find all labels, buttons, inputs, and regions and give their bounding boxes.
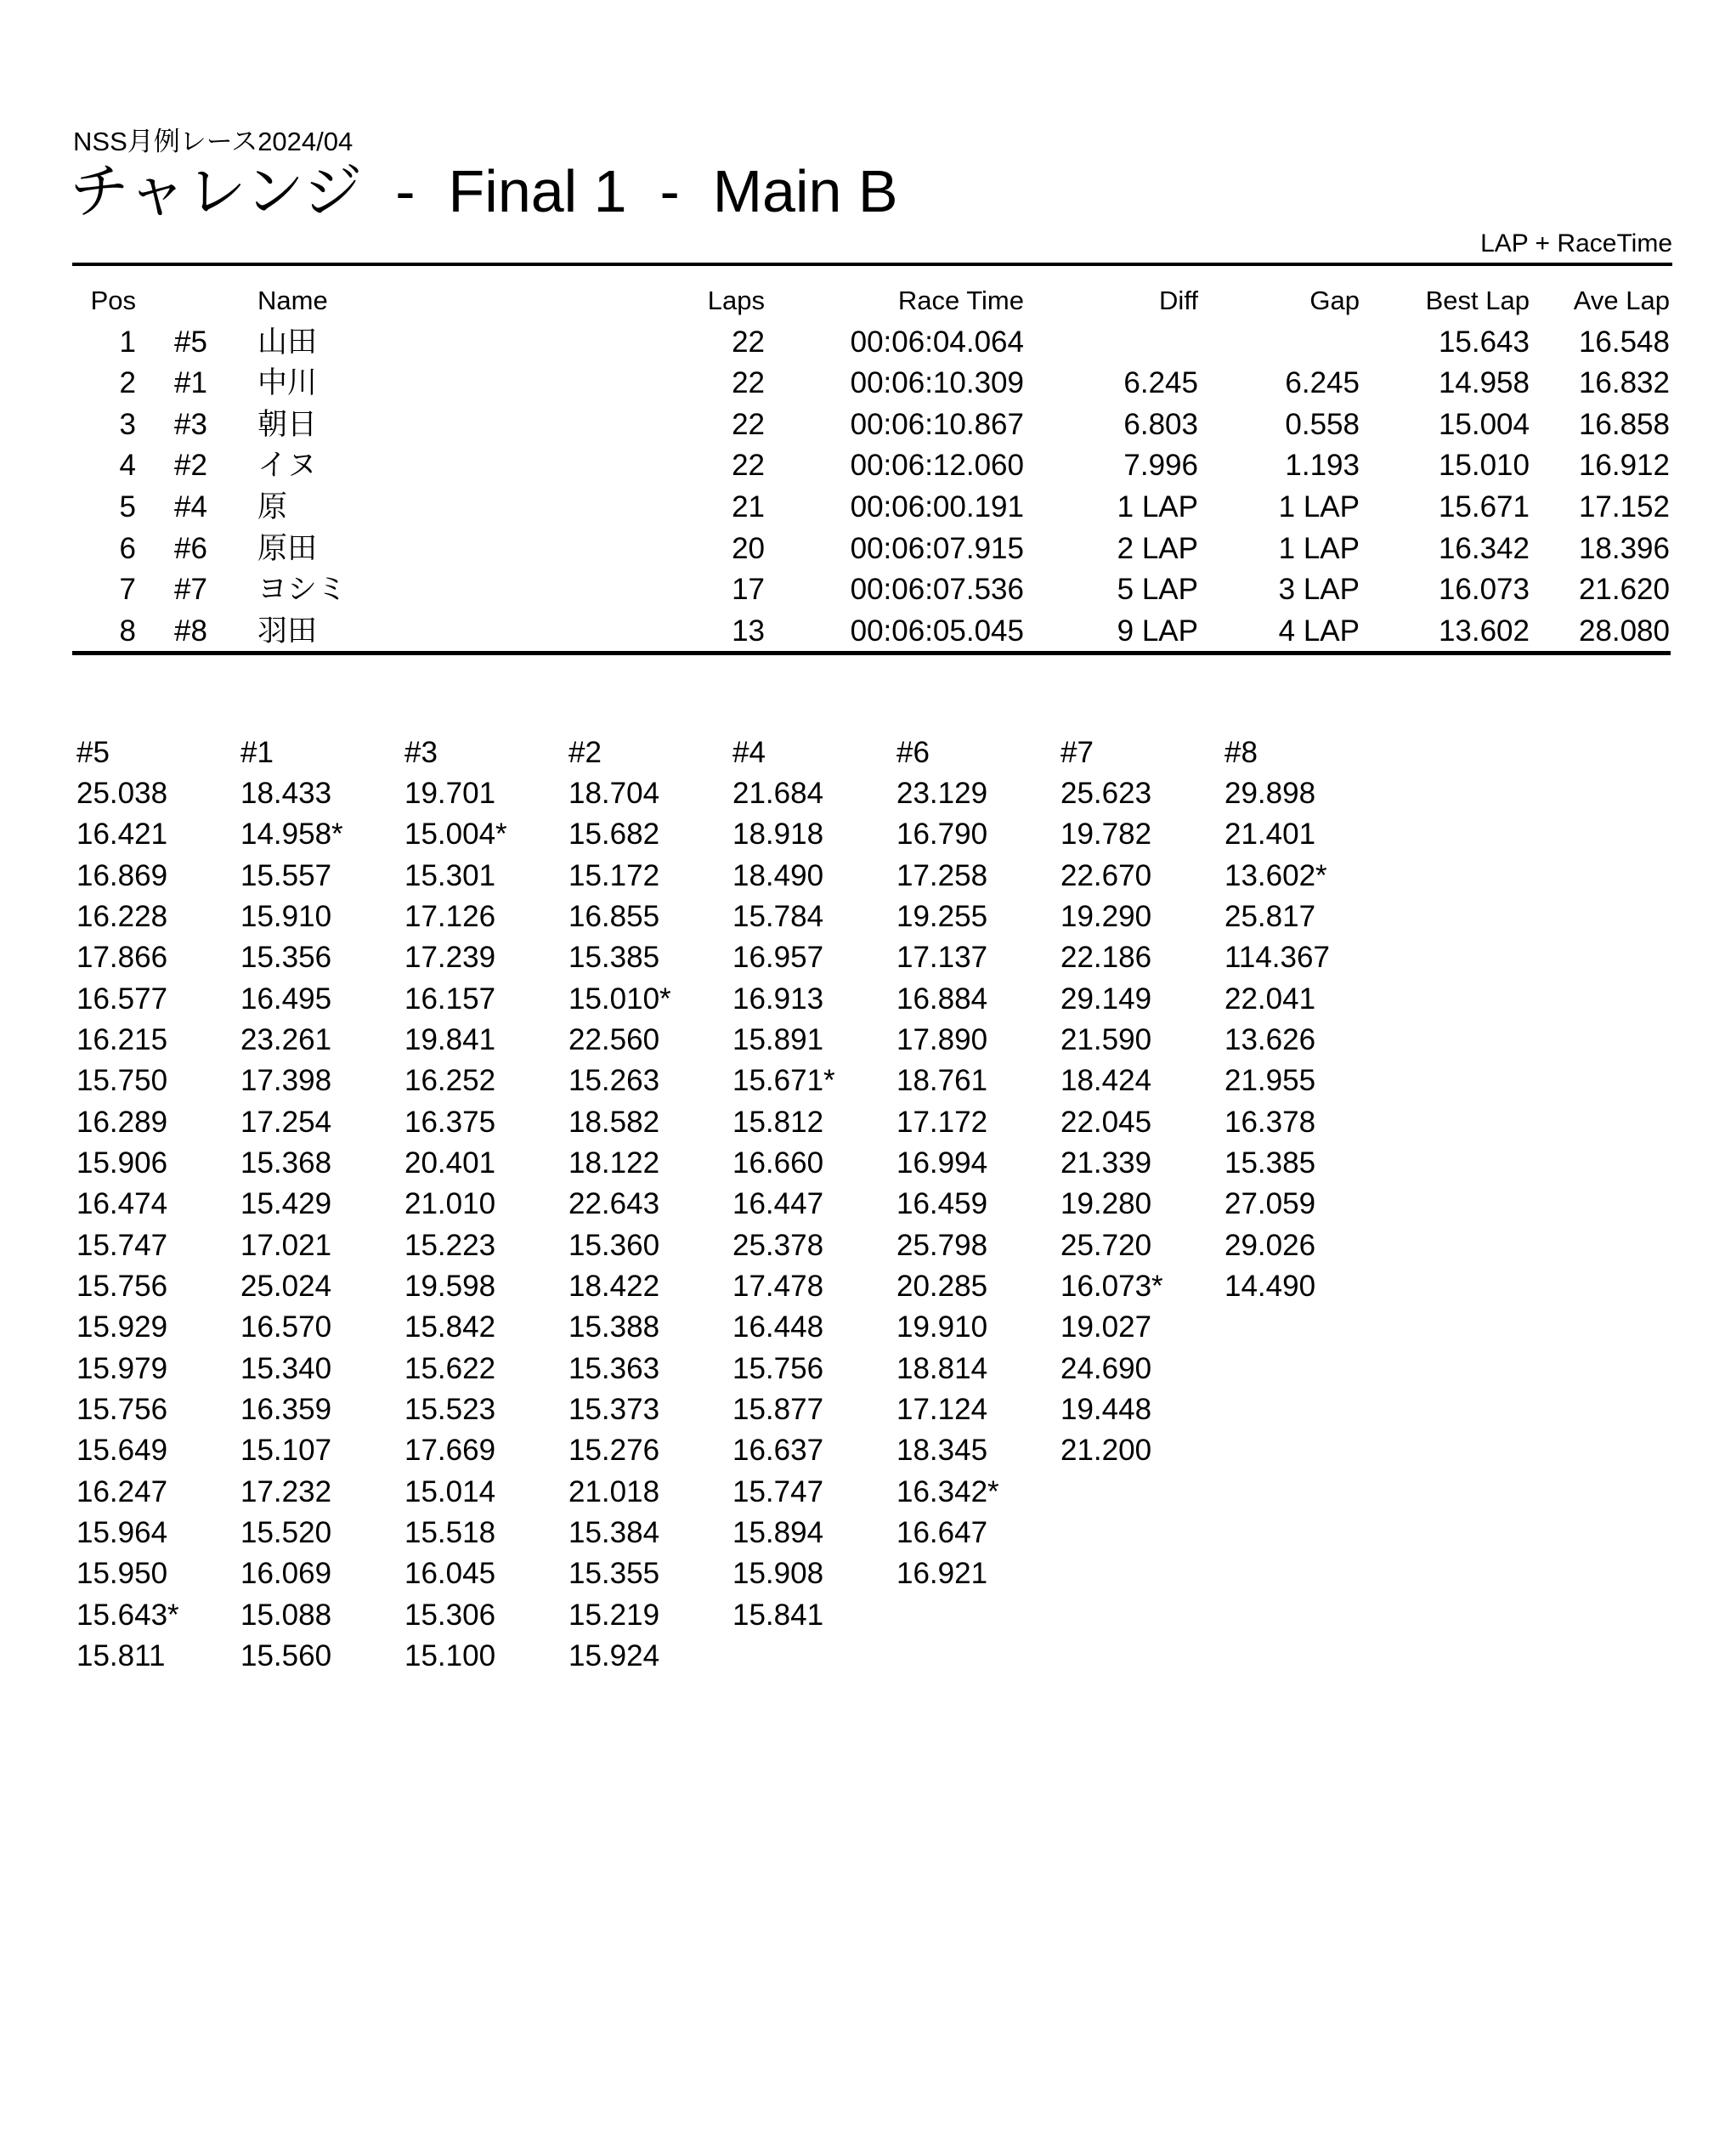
lap-column-header: #6: [896, 736, 930, 769]
lap-time: 18.490: [732, 858, 824, 892]
lap-time: 19.290: [1060, 899, 1152, 933]
lap-time: 19.598: [404, 1269, 496, 1303]
lap-time: 17.258: [896, 858, 988, 892]
result-cell-best-lap: 15.643: [1438, 325, 1530, 359]
result-row: [0, 322, 1725, 364]
lap-time: 15.384: [568, 1515, 660, 1549]
lap-time: 16.647: [896, 1515, 988, 1549]
result-cell-name: 中川: [257, 366, 318, 400]
result-row: [0, 569, 1725, 611]
lap-column-header: #3: [404, 736, 438, 769]
lap-time: 15.747: [76, 1228, 168, 1262]
lap-time: 17.021: [240, 1228, 332, 1262]
lap-time: 15.518: [404, 1515, 496, 1549]
lap-time: 19.841: [404, 1022, 496, 1056]
lap-time: 15.929: [76, 1310, 168, 1344]
lap-column-7: [1060, 733, 1222, 1472]
lap-time: 19.448: [1060, 1392, 1152, 1426]
result-cell-ave-lap: 17.152: [1578, 489, 1670, 523]
lap-time: 15.560: [240, 1638, 332, 1672]
lap-time: 16.474: [76, 1187, 168, 1221]
lap-time: 21.339: [1060, 1146, 1152, 1180]
lap-time: 17.124: [896, 1392, 988, 1426]
result-cell-name: 羽田: [257, 614, 318, 648]
result-cell-ave-lap: 16.912: [1578, 449, 1670, 483]
lap-time: 15.263: [568, 1064, 660, 1098]
lap-time: 15.520: [240, 1515, 332, 1549]
lap-time: 22.186: [1060, 941, 1152, 975]
lap-time: 16.342*: [896, 1474, 999, 1508]
lap-time: 16.252: [404, 1064, 496, 1098]
lap-time: 25.798: [896, 1228, 988, 1262]
lap-column-header: #8: [1224, 736, 1258, 769]
lap-time: 16.495: [240, 982, 332, 1016]
result-cell-ave-lap: 16.832: [1578, 366, 1670, 400]
lap-time: 15.812: [732, 1105, 824, 1139]
result-cell-laps: 22: [732, 366, 765, 400]
lap-time: 114.367: [1224, 941, 1330, 975]
result-cell-pos: 2: [119, 366, 136, 400]
lap-time: 25.817: [1224, 899, 1316, 933]
lap-time: 16.228: [76, 899, 168, 933]
result-cell-race-time: 00:06:07.915: [850, 531, 1024, 565]
lap-time: 21.684: [732, 777, 824, 810]
lap-time: 15.891: [732, 1022, 824, 1056]
result-cell-pos: 7: [119, 573, 136, 607]
lap-time: 17.890: [896, 1022, 988, 1056]
lap-time: 15.671*: [732, 1064, 835, 1098]
lap-time: 19.027: [1060, 1310, 1152, 1344]
result-cell-best-lap: 16.342: [1438, 531, 1530, 565]
result-cell-car: #2: [174, 449, 207, 483]
result-cell-gap: 1 LAP: [1278, 489, 1360, 523]
result-cell-car: #6: [174, 531, 207, 565]
lap-column-header: #7: [1060, 736, 1094, 769]
result-cell-race-time: 00:06:00.191: [850, 489, 1024, 523]
lap-column-8: [1224, 733, 1386, 1307]
lap-time: 16.660: [732, 1146, 824, 1180]
lap-time: 16.869: [76, 858, 168, 892]
lap-time: 19.255: [896, 899, 988, 933]
result-cell-best-lap: 13.602: [1438, 614, 1530, 648]
lap-time: 15.964: [76, 1515, 168, 1549]
lap-time: 17.254: [240, 1105, 332, 1139]
lap-time: 15.842: [404, 1310, 496, 1344]
lap-time: 15.388: [568, 1310, 660, 1344]
lap-time: 15.014: [404, 1474, 496, 1508]
lap-time: 15.649: [76, 1434, 168, 1468]
header-race-time: Race Time: [897, 286, 1024, 315]
lap-time: 15.172: [568, 858, 660, 892]
lap-time: 15.910: [240, 899, 332, 933]
lap-time: 18.424: [1060, 1064, 1152, 1098]
result-cell-ave-lap: 18.396: [1578, 531, 1670, 565]
result-cell-best-lap: 15.671: [1438, 489, 1530, 523]
lap-time: 15.368: [240, 1146, 332, 1180]
lap-time: 18.582: [568, 1105, 660, 1139]
result-cell-car: #3: [174, 407, 207, 441]
lap-time: 20.285: [896, 1269, 988, 1303]
lap-time: 19.782: [1060, 818, 1152, 852]
result-cell-diff: 2 LAP: [1117, 531, 1198, 565]
lap-time: 17.669: [404, 1434, 496, 1468]
lap-column-header: #5: [76, 736, 110, 769]
lap-time: 15.523: [404, 1392, 496, 1426]
lap-time: 15.643*: [76, 1598, 179, 1632]
header-best-lap: Best Lap: [1425, 286, 1530, 315]
lap-time: 15.429: [240, 1187, 332, 1221]
lap-time: 17.866: [76, 941, 168, 975]
lap-time: 15.385: [1224, 1146, 1316, 1180]
lap-time: 25.720: [1060, 1228, 1152, 1262]
lap-time: 15.356: [240, 941, 332, 975]
lap-time: 16.459: [896, 1187, 988, 1221]
result-cell-ave-lap: 16.858: [1578, 407, 1670, 441]
lap-time: 15.100: [404, 1638, 496, 1672]
lap-time: 15.979: [76, 1351, 168, 1385]
lap-time: 21.010: [404, 1187, 496, 1221]
lap-time: 22.643: [568, 1187, 660, 1221]
result-cell-ave-lap: 16.548: [1578, 325, 1670, 359]
lap-time: 22.670: [1060, 858, 1152, 892]
result-cell-pos: 6: [119, 531, 136, 565]
lap-time: 21.200: [1060, 1434, 1152, 1468]
result-row: [0, 611, 1725, 653]
lap-time: 15.107: [240, 1434, 332, 1468]
lap-time: 15.004*: [404, 818, 507, 852]
result-cell-pos: 3: [119, 407, 136, 441]
lap-time: 15.756: [732, 1351, 824, 1385]
lap-time: 16.378: [1224, 1105, 1316, 1139]
lap-time: 15.894: [732, 1515, 824, 1549]
lap-time: 14.490: [1224, 1269, 1316, 1303]
lap-time: 15.088: [240, 1598, 332, 1632]
result-cell-name: ヨシミ: [257, 573, 348, 607]
result-cell-gap: 6.245: [1285, 366, 1360, 400]
title-divider: [72, 263, 1672, 266]
result-cell-gap: 1.193: [1285, 449, 1360, 483]
lap-time: 29.026: [1224, 1228, 1316, 1262]
lap-time: 16.215: [76, 1022, 168, 1056]
lap-time: 15.750: [76, 1064, 168, 1098]
lap-time: 16.884: [896, 982, 988, 1016]
lap-time: 13.602*: [1224, 858, 1327, 892]
lap-time: 16.637: [732, 1434, 824, 1468]
result-cell-name: 朝日: [257, 407, 318, 441]
lap-time: 19.280: [1060, 1187, 1152, 1221]
lap-time: 18.122: [568, 1146, 660, 1180]
lap-column-3: [404, 733, 566, 1677]
lap-time: 16.073*: [1060, 1269, 1163, 1303]
lap-time: 16.421: [76, 818, 168, 852]
lap-time: 18.422: [568, 1269, 660, 1303]
result-cell-pos: 8: [119, 614, 136, 648]
lap-time: 16.855: [568, 899, 660, 933]
header-ave-lap: Ave Lap: [1573, 286, 1670, 315]
result-cell-laps: 22: [732, 325, 765, 359]
result-cell-laps: 22: [732, 449, 765, 483]
lap-time: 16.577: [76, 982, 168, 1016]
result-cell-gap: 1 LAP: [1278, 531, 1360, 565]
result-cell-diff: 7.996: [1123, 449, 1198, 483]
lap-time: 21.955: [1224, 1064, 1316, 1098]
lap-time: 17.478: [732, 1269, 824, 1303]
lap-time: 15.276: [568, 1434, 660, 1468]
result-cell-gap: 4 LAP: [1278, 614, 1360, 648]
result-cell-race-time: 00:06:10.867: [850, 407, 1024, 441]
lap-column-1: [240, 733, 402, 1677]
lap-time: 15.682: [568, 818, 660, 852]
lap-time: 17.239: [404, 941, 496, 975]
result-cell-diff: 9 LAP: [1117, 614, 1198, 648]
lap-column-6: [896, 733, 1058, 1595]
result-cell-name: 原田: [257, 531, 318, 565]
header-laps: Laps: [707, 286, 765, 315]
lap-time: 25.378: [732, 1228, 824, 1262]
lap-column-4: [732, 733, 894, 1636]
lap-time: 18.433: [240, 777, 332, 810]
result-row: [0, 445, 1725, 487]
result-cell-best-lap: 14.958: [1438, 366, 1530, 400]
lap-time: 25.623: [1060, 777, 1152, 810]
lap-time: 16.045: [404, 1557, 496, 1591]
lap-time: 16.913: [732, 982, 824, 1016]
lap-time: 21.018: [568, 1474, 660, 1508]
result-cell-pos: 1: [119, 325, 136, 359]
lap-time: 18.345: [896, 1434, 988, 1468]
results-header-row: [0, 280, 1725, 322]
lap-time: 13.626: [1224, 1022, 1316, 1056]
result-cell-car: #8: [174, 614, 207, 648]
lap-time: 16.359: [240, 1392, 332, 1426]
result-cell-race-time: 00:06:04.064: [850, 325, 1024, 359]
lap-time: 18.814: [896, 1351, 988, 1385]
result-row: [0, 487, 1725, 529]
lap-time: 16.994: [896, 1146, 988, 1180]
result-cell-car: #1: [174, 366, 207, 400]
lap-time: 29.149: [1060, 982, 1152, 1016]
event-name: NSS月例レース2024/04: [73, 127, 353, 156]
result-cell-name: イヌ: [257, 449, 318, 483]
result-cell-name: 原: [257, 489, 288, 523]
result-cell-name: 山田: [257, 325, 318, 359]
lap-time: 15.622: [404, 1351, 496, 1385]
lap-time: 17.172: [896, 1105, 988, 1139]
result-row: [0, 363, 1725, 405]
lap-time: 19.910: [896, 1310, 988, 1344]
lap-time: 25.024: [240, 1269, 332, 1303]
lap-time: 18.918: [732, 818, 824, 852]
result-cell-car: #7: [174, 573, 207, 607]
lap-column-header: #1: [240, 736, 274, 769]
result-cell-diff: 6.803: [1123, 407, 1198, 441]
lap-time: 23.261: [240, 1022, 332, 1056]
lap-time: 17.232: [240, 1474, 332, 1508]
result-cell-gap: 3 LAP: [1278, 573, 1360, 607]
lap-time: 16.157: [404, 982, 496, 1016]
lap-time: 15.010*: [568, 982, 671, 1016]
result-cell-diff: 1 LAP: [1117, 489, 1198, 523]
lap-time: 29.898: [1224, 777, 1316, 810]
result-cell-ave-lap: 28.080: [1578, 614, 1670, 648]
result-cell-race-time: 00:06:12.060: [850, 449, 1024, 483]
header-pos: Pos: [90, 286, 136, 315]
lap-time: 15.340: [240, 1351, 332, 1385]
lap-time: 15.301: [404, 858, 496, 892]
lap-time: 16.957: [732, 941, 824, 975]
lap-time: 22.045: [1060, 1105, 1152, 1139]
lap-time: 22.560: [568, 1022, 660, 1056]
lap-time: 16.570: [240, 1310, 332, 1344]
results-divider: [72, 651, 1671, 655]
lap-time: 22.041: [1224, 982, 1316, 1016]
lap-column-header: #2: [568, 736, 602, 769]
scoring-mode-label: LAP + RaceTime: [1480, 229, 1672, 257]
result-cell-best-lap: 15.010: [1438, 449, 1530, 483]
result-cell-laps: 20: [732, 531, 765, 565]
lap-time: 21.401: [1224, 818, 1316, 852]
results-table: [0, 280, 1725, 652]
result-cell-ave-lap: 21.620: [1578, 573, 1670, 607]
result-cell-car: #5: [174, 325, 207, 359]
header-gap: Gap: [1309, 286, 1360, 315]
lap-time: 16.247: [76, 1474, 168, 1508]
page-title: チャレンジ - Final 1 - Main B: [70, 158, 898, 224]
header-name: Name: [257, 286, 328, 315]
lap-time: 16.790: [896, 818, 988, 852]
lap-time: 16.069: [240, 1557, 332, 1591]
lap-time: 15.908: [732, 1557, 824, 1591]
result-cell-laps: 22: [732, 407, 765, 441]
lap-time: 24.690: [1060, 1351, 1152, 1385]
lap-time: 21.590: [1060, 1022, 1152, 1056]
header-diff: Diff: [1159, 286, 1198, 315]
lap-time: 15.360: [568, 1228, 660, 1262]
result-cell-laps: 13: [732, 614, 765, 648]
lap-time: 15.756: [76, 1392, 168, 1426]
lap-time: 15.385: [568, 941, 660, 975]
lap-time: 16.375: [404, 1105, 496, 1139]
lap-column-2: [568, 733, 730, 1677]
lap-time: 17.137: [896, 941, 988, 975]
lap-time: 23.129: [896, 777, 988, 810]
lap-time: 15.306: [404, 1598, 496, 1632]
lap-column-5: [76, 733, 238, 1677]
lap-time: 18.704: [568, 777, 660, 810]
lap-time: 27.059: [1224, 1187, 1316, 1221]
lap-time: 15.747: [732, 1474, 824, 1508]
lap-time: 15.363: [568, 1351, 660, 1385]
lap-time: 15.784: [732, 899, 824, 933]
lap-time: 20.401: [404, 1146, 496, 1180]
lap-time: 15.355: [568, 1557, 660, 1591]
lap-time: 15.924: [568, 1638, 660, 1672]
lap-time: 16.921: [896, 1557, 988, 1591]
result-cell-best-lap: 15.004: [1438, 407, 1530, 441]
lap-time: 15.373: [568, 1392, 660, 1426]
lap-time: 17.126: [404, 899, 496, 933]
lap-time: 25.038: [76, 777, 168, 810]
result-cell-race-time: 00:06:07.536: [850, 573, 1024, 607]
result-cell-pos: 4: [119, 449, 136, 483]
lap-time: 15.841: [732, 1598, 824, 1632]
lap-time: 19.701: [404, 777, 496, 810]
result-cell-gap: 0.558: [1285, 407, 1360, 441]
lap-time: 15.950: [76, 1557, 168, 1591]
result-cell-diff: 5 LAP: [1117, 573, 1198, 607]
lap-time: 15.906: [76, 1146, 168, 1180]
result-cell-best-lap: 16.073: [1438, 573, 1530, 607]
result-cell-pos: 5: [119, 489, 136, 523]
lap-time: 14.958*: [240, 818, 343, 852]
lap-time: 15.557: [240, 858, 332, 892]
lap-time: 15.223: [404, 1228, 496, 1262]
result-cell-race-time: 00:06:10.309: [850, 366, 1024, 400]
results-table-body: [0, 322, 1725, 653]
lap-time: 15.219: [568, 1598, 660, 1632]
lap-time: 18.761: [896, 1064, 988, 1098]
result-cell-diff: 6.245: [1123, 366, 1198, 400]
lap-time: 16.289: [76, 1105, 168, 1139]
lap-time: 16.447: [732, 1187, 824, 1221]
lap-time: 15.877: [732, 1392, 824, 1426]
result-cell-race-time: 00:06:05.045: [850, 614, 1024, 648]
lap-time: 15.756: [76, 1269, 168, 1303]
result-row: [0, 529, 1725, 570]
result-cell-laps: 21: [732, 489, 765, 523]
lap-time: 16.448: [732, 1310, 824, 1344]
result-row: [0, 405, 1725, 446]
lap-time: 17.398: [240, 1064, 332, 1098]
result-cell-laps: 17: [732, 573, 765, 607]
lap-column-header: #4: [732, 736, 766, 769]
lap-time: 15.811: [76, 1638, 166, 1672]
result-cell-car: #4: [174, 489, 207, 523]
